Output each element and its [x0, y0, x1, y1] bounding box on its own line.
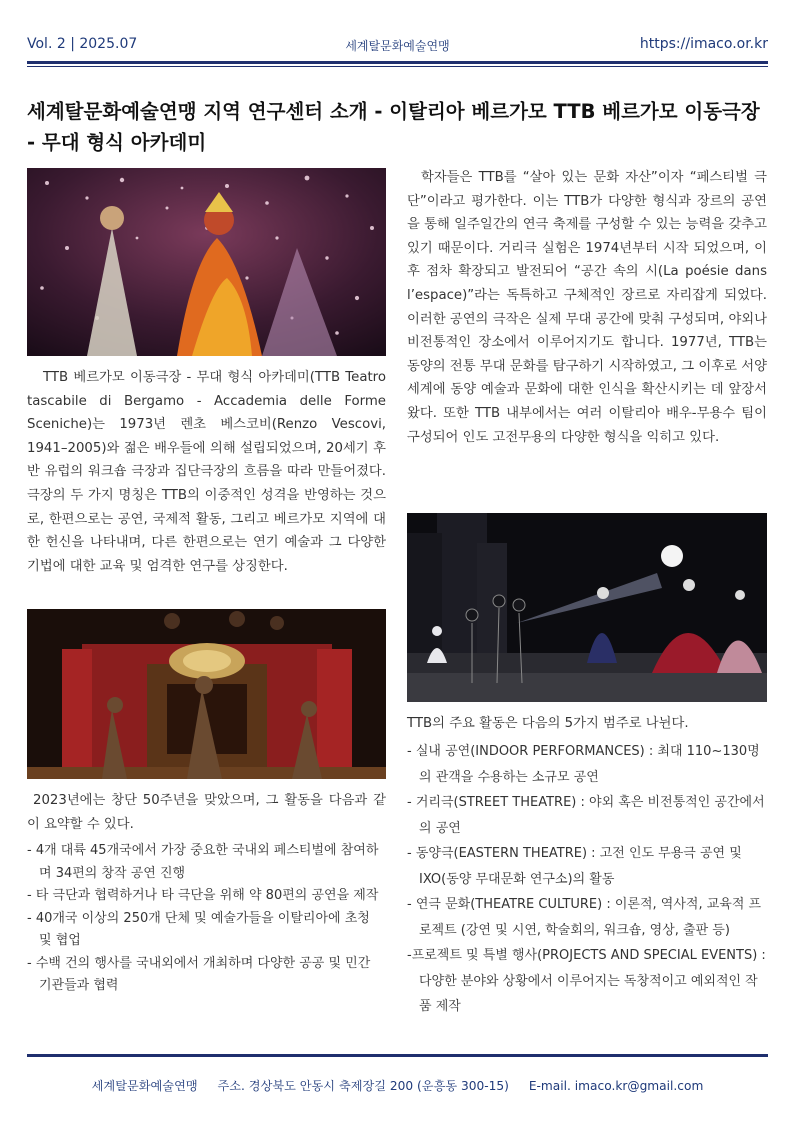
footer-address: 주소. 경상북도 안동시 축제장길 200 (운흥동 300-15): [217, 1079, 509, 1093]
scholars-paragraph: 학자들은 TTB를 “살아 있는 문화 자산”이자 “페스티벌 극단”이라고 평가한다. 이는 TTB가 다양한 형식과 장르의 공연을 통해 일주일간의 연극 축제를 구성할 수 있는 능력을 갖추고 있기 때문이다. 거리극 실험은 1974년부터 시작 되었으며, 이후 점차 확장되고 발전되어 “공간 속의 시(La poésie dans l’espace)”라는 독특하고 구체적인 장르로 자리잡게 되었다. 이러한 공연의 극작은 실제 무대 공간에 맞춰 구성되며, 야외나 비전통적인 장소에서 이루어지기도 합니다. 1977년, TTB는 동양의 전통 무대 문화를 탐구하기 시작하였고, 그 이후로 서양 세계에 동양 예술과 문화에 대한 인식을 확산시키는 데 앞장서 왔다. 또한 TTB 내부에서는 여러 이탈리아 배우-무용수 팀이 구성되어 인도 고전무용의 다양한 형식을 익히고 있다.: [407, 170, 767, 445]
footer-rule: [27, 1054, 768, 1057]
list-item: - 동양극(EASTERN THEATRE) : 고전 인도 무용극 공연 및 IXO(동양 무대문화 연구소)의 활동: [407, 846, 742, 887]
stage-photo: [27, 609, 386, 779]
list-item: - 타 극단과 협력하거나 타 극단을 위해 약 80편의 공연을 제작: [27, 888, 379, 903]
page-header: [27, 36, 768, 58]
header-rule: [27, 61, 768, 64]
page-footer: [27, 1077, 768, 1094]
list-item: - 수백 건의 행사를 국내외에서 개최하며 다양한 공공 및 민간 기관들과 협력: [27, 955, 371, 993]
anniversary-paragraph: 2023년에는 창단 50주년을 맞았으며, 그 활동을 다음과 같이 요약할 수 있다.: [27, 793, 386, 832]
header-rule-thin: [27, 66, 768, 67]
header-org: 세계탈문화예술연맹: [345, 39, 450, 53]
activities-list: [407, 739, 767, 1020]
header-url[interactable]: https://imaco.or.kr: [639, 36, 768, 52]
list-item: - 연극 문화(THEATRE CULTURE) : 이론적, 역사적, 교육적 프로젝트 (강연 및 시연, 학술회의, 워크숍, 영상, 출판 등): [407, 897, 762, 938]
list-item: - 4개 대륙 45개국에서 가장 중요한 국내외 페스티벌에 참여하며 34편의 창작 공연 진행: [27, 843, 379, 881]
achievements-list: [27, 840, 386, 998]
list-item: - 거리극(STREET THEATRE) : 야외 혹은 비전통적인 공간에서의 공연: [407, 795, 765, 836]
dance-photo: [27, 168, 386, 356]
activities-intro: TTB의 주요 활동은 다음의 5가지 범주로 나뉜다.: [407, 716, 689, 731]
footer-org: 세계탈문화예술연맹: [91, 1079, 198, 1093]
list-item: - 실내 공연(INDOOR PERFORMANCES) : 최대 110~130명의 관객을 수용하는 소규모 공연: [407, 744, 760, 785]
list-item: -프로젝트 및 특별 행사(PROJECTS AND SPECIAL EVENTS) : 다양한 분야와 상황에서 이루어지는 독창적이고 예외적인 작품 제작: [407, 948, 766, 1014]
street-performance-photo: [407, 513, 767, 702]
intro-paragraph: TTB 베르가모 이동극장 - 무대 형식 아카데미(TTB Teatro tascabile di Bergamo - Accademia delle Forme Sceniche)는 1973년 렌초 베스코비(Renzo Vescovi, 1941–2005)와 젊은 배우들에 의해 설립되었으며, 20세기 후반 유럽의 워크숍 극장과 집단극장의 흐름을 따라 만들어졌다. 극장의 두 가지 명칭은 TTB의 이중적인 성격을 반영하는 것으로, 한편으로는 공연, 국제적 활동, 그리고 베르가모 지역에 대한 헌신을 나타내며, 다른 한편으로는 연기 예술과 그 다양한 기법에 대한 교육 및 엄격한 연구를 상징한다.: [27, 370, 386, 574]
list-item: - 40개국 이상의 250개 단체 및 예술가들을 이탈리아에 초청 및 협업: [27, 910, 370, 948]
article-title: 세계탈문화예술연맹 지역 연구센터 소개 - 이탈리아 베르가모 TTB 베르가모 이동극장 - 무대 형식 아카데미: [27, 100, 760, 154]
issue-label: Vol. 2 | 2025.07: [27, 36, 138, 52]
footer-email[interactable]: E-mail. imaco.kr@gmail.com: [528, 1079, 704, 1093]
